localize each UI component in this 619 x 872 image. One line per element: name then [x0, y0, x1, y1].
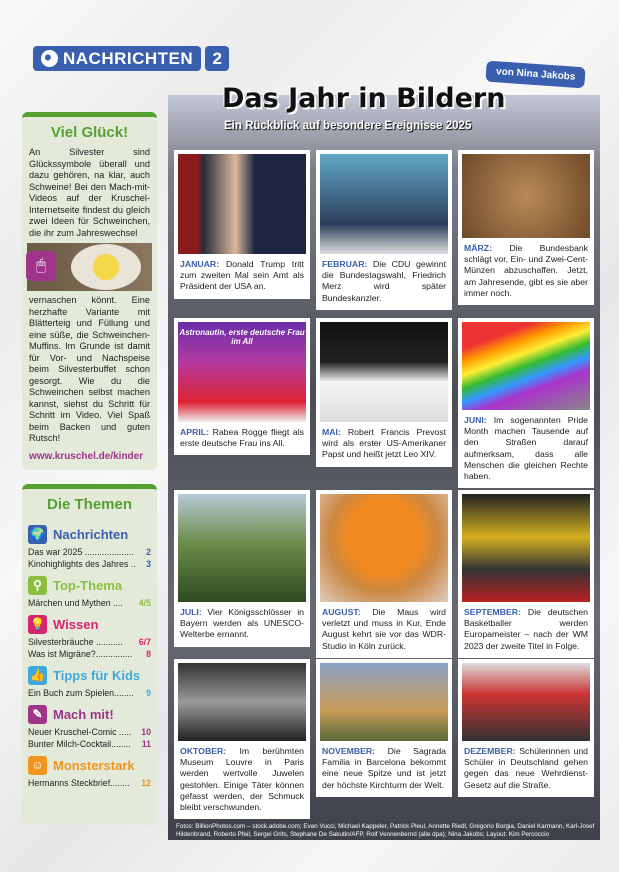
box-title: Viel Glück! — [50, 124, 129, 141]
month-label: JANUAR: — [180, 259, 220, 269]
month-text: Vier Königsschlösser in Bayern werden als UNESCO-Welterbe ernannt. — [180, 607, 304, 640]
month-text: Die CDU gewinnt die Bundestagswahl, Friedrich Merz wird später Bundeskanzler. — [322, 259, 446, 303]
month-card-11 — [316, 659, 452, 797]
globe-icon — [41, 50, 58, 67]
toc-page: 8 — [146, 649, 151, 659]
month-caption — [178, 254, 306, 295]
globe-icon: 🌍 — [28, 525, 47, 544]
month-card-7 — [174, 490, 310, 647]
article-title: Das Jahr in Bildern — [222, 83, 506, 114]
month-card-6 — [458, 318, 594, 488]
category-wissen[interactable] — [22, 609, 157, 636]
month-label: MÄRZ: — [464, 243, 492, 253]
lightbulb-icon: 💡 — [28, 615, 47, 634]
month-label: NOVEMBER: — [322, 746, 376, 756]
month-label: AUGUST: — [322, 607, 361, 617]
toc-page: 12 — [141, 778, 151, 788]
toc-label: Bunter Milch-Cocktail........ — [28, 739, 131, 749]
month-card-9 — [458, 490, 594, 658]
month-text: Robert Francis Prevost wird als erster US-Amerikaner Papst und heißt jetzt Leo XIV. — [322, 427, 446, 460]
section-header — [33, 46, 229, 71]
category-top-thema[interactable] — [22, 570, 157, 597]
merz-photo — [320, 154, 448, 254]
month-label: MAI: — [322, 427, 341, 437]
month-text: Die deutschen Basketballer werden Europameister – nach der WM 2023 der zweite Titel in Folge. — [464, 607, 588, 651]
month-text: Rabea Rogge fliegt als erste deutsche Frau ins All. — [180, 427, 304, 449]
month-caption — [320, 602, 448, 654]
month-text: Die Maus wird verletzt und muss in Kur, Ende August kehrt sie vor das WDR-Studio in Köln zurück. — [322, 607, 446, 651]
month-label: OKTOBER: — [180, 746, 227, 756]
author-badge: von Nina Jakobs — [485, 61, 586, 89]
basketball-photo — [462, 494, 590, 602]
section-label — [33, 46, 201, 71]
toc-label: Was ist Migräne?............... — [28, 649, 133, 659]
month-text: Im berühmten Museum Louvre in Paris werden wertvolle Juwelen gestohlen. Einige Täter können gefasst werden, der Schmuck bleibt verschwunden. — [180, 746, 304, 813]
toc-label: Märchen und Mythen .... — [28, 598, 123, 608]
article-subtitle: Ein Rückblick auf besondere Ereignisse 2025 — [224, 120, 472, 132]
category-monsterstark[interactable] — [22, 750, 157, 777]
category-name: Mach mit! — [53, 707, 114, 722]
month-caption — [462, 410, 590, 484]
month-label: APRIL: — [180, 427, 209, 437]
month-caption — [320, 422, 448, 463]
toc-entry[interactable] — [22, 636, 157, 648]
month-text: Donald Trump tritt zum zweiten Mal sein Amt als Präsident der USA an. — [180, 259, 304, 292]
month-label: JUNI: — [464, 415, 487, 425]
toc-page: 3 — [146, 559, 151, 569]
toc-label: Silvesterbräuche ........... — [28, 637, 123, 647]
toc-page: 2 — [146, 547, 151, 557]
month-caption — [462, 741, 590, 793]
category-nachrichten[interactable] — [22, 519, 157, 546]
category-name: Wissen — [53, 617, 99, 632]
kruschel-link[interactable]: www.kruschel.de/kinder — [29, 450, 144, 462]
toc-page: 9 — [146, 688, 151, 698]
page-number: 2 — [205, 46, 229, 71]
themen-box — [22, 484, 157, 825]
month-text: Die Sagrada Familia in Barcelona bekommt eine neue Spitze und ist jetzt der höchste Kirchturm der Welt. — [322, 746, 446, 790]
toc-entry[interactable] — [22, 558, 157, 570]
month-caption — [462, 238, 590, 301]
rogge-photo — [178, 322, 306, 422]
month-card-12 — [458, 659, 594, 797]
box-text-1: An Silvester sind Glückssymbole überall und dazu gehören, na klar, auch Schweine! Bei den Mach-mit-Videos auf der Kruschel-Internetseite findest du gleich zwei Ideen für Schweinchen, die ihr zum Jahreswechsel — [29, 147, 150, 238]
toc-label: Kinohighlights des Jahres .. — [28, 559, 136, 569]
month-card-4 — [174, 318, 310, 455]
jewels-photo — [178, 663, 306, 741]
month-card-10 — [174, 659, 310, 819]
month-caption — [320, 254, 448, 306]
month-text: Schülerinnen und Schüler in Deutschland gehen gegen das neue Wehrdienst-Gesetz auf die Straße. — [464, 746, 588, 790]
toc-entry[interactable] — [22, 687, 157, 699]
toc-label: Das war 2025 .................... — [28, 547, 134, 557]
toc-entry[interactable] — [22, 597, 157, 609]
toc-label: Ein Buch zum Spielen........ — [28, 688, 134, 698]
trump-photo — [178, 154, 306, 254]
toc-entry[interactable] — [22, 777, 157, 789]
toc-entry[interactable] — [22, 648, 157, 660]
month-caption — [178, 422, 306, 451]
month-card-2 — [316, 150, 452, 310]
pencil-icon: ✎ — [28, 705, 47, 724]
mouse-icon: 🖱 — [26, 251, 56, 281]
toc-label: Hermanns Steckbrief........ — [28, 778, 130, 788]
category-tipps-f-r-kids[interactable] — [22, 660, 157, 687]
toc-entry[interactable] — [22, 738, 157, 750]
toc-page: 10 — [141, 727, 151, 737]
magnifier-icon: ⚲ — [28, 576, 47, 595]
pig-muffins-photo — [27, 243, 152, 291]
month-text: Die Bundesbank schlägt vor, Ein- und Zwei-Cent-Münzen abzuschaffen. Jetzt, am Jahresende, gibt es sie aber immer noch. — [464, 243, 588, 298]
month-label: FEBRUAR: — [322, 259, 368, 269]
viel-glueck-box — [22, 112, 157, 470]
thumbs-up-icon: 👍 — [28, 666, 47, 685]
category-name: Top-Thema — [53, 578, 123, 593]
photo-credits: Fotos: BillionPhotos.com – stock.adobe.com; Evan Vucci, Michael Kappeler, Patrick Pleul, Annette Riedl, Gregorio Borgia, Daniel Karmann, Karl-Josef Hildenbrand, Roberto Pfeil, Sergei Grits, Stephane De Sakutin/AFP, Rolf Vennenbernd (alle dpa); Nina Jakobs; Layout: Kim Percoccio — [176, 823, 595, 838]
month-card-3 — [458, 150, 594, 305]
month-card-1 — [174, 150, 310, 299]
month-text: Im sogenannten Pride Month machen Tausende auf den Straßen darauf aufmerksam, dass alle Menschen die gleichen Rechte haben. — [464, 415, 588, 482]
toc-entry[interactable] — [22, 546, 157, 558]
themen-title: Die Themen — [46, 496, 133, 513]
month-card-5 — [316, 318, 452, 467]
sagrada-photo — [320, 663, 448, 741]
maus-photo — [320, 494, 448, 602]
category-mach-mit-[interactable] — [22, 699, 157, 726]
toc-page: 6/7 — [138, 637, 151, 647]
month-caption — [320, 741, 448, 793]
toc-entry[interactable] — [22, 726, 157, 738]
month-caption — [462, 602, 590, 654]
pope-photo — [320, 322, 448, 422]
month-label: DEZEMBER: — [464, 746, 516, 756]
coins-photo — [462, 154, 590, 238]
category-name: Nachrichten — [53, 527, 129, 542]
pride-photo — [462, 322, 590, 410]
month-caption — [178, 741, 306, 815]
month-label: SEPTEMBER: — [464, 607, 521, 617]
category-name: Monsterstark — [53, 758, 135, 773]
protest-photo — [462, 663, 590, 741]
photo-caption: Astronautin, erste deutsche Frau im All — [179, 328, 305, 346]
month-caption — [178, 602, 306, 643]
month-label: JULI: — [180, 607, 202, 617]
toc-page: 4/5 — [138, 598, 151, 608]
month-card-8 — [316, 490, 452, 658]
castle-photo — [178, 494, 306, 602]
box-text-2: vernaschen könnt. Eine herzhafte Variante mit Blätterteig und Füllung und eine süße, die Schweinchen-Muffins. Im Grunde ist damit für Vor- und Nachspeise beim Silvesterbuffet schon gesorgt. Wie du die Schweinchen selbst machen kannst, siehst du Schritt für Schritt im Video. Viel Spaß beim Backen und guten Rutsch! — [29, 295, 150, 443]
toc-label: Neuer Kruschel-Comic ..... — [28, 727, 132, 737]
category-name: Tipps für Kids — [53, 668, 141, 683]
toc-page: 11 — [141, 739, 151, 749]
section-name: NACHRICHTEN — [63, 48, 194, 68]
smiley-icon: ☺ — [28, 756, 47, 775]
